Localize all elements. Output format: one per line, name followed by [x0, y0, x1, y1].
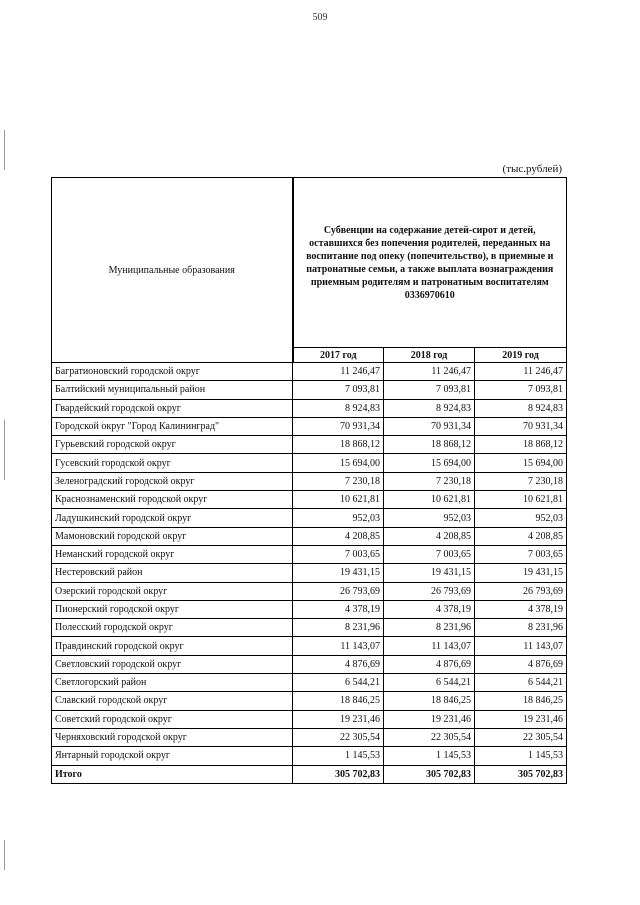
- table-row: [52, 655, 567, 673]
- value-2018-cell: 4 876,69: [384, 655, 475, 673]
- table-row: [52, 728, 567, 746]
- table-row: [52, 527, 567, 545]
- total-2018: 305 702,83: [384, 765, 475, 783]
- total-2017: 305 702,83: [293, 765, 384, 783]
- value-2018-cell: 7 230,18: [384, 472, 475, 490]
- municipality-name-cell: Гурьевский городской округ: [52, 436, 293, 454]
- value-2019-cell: 7 003,65: [475, 545, 567, 563]
- table-row: [52, 472, 567, 490]
- table-row: [52, 710, 567, 728]
- total-label: Итого: [52, 765, 293, 783]
- value-2019-cell: 7 093,81: [475, 381, 567, 399]
- value-2019-cell: 18 868,12: [475, 436, 567, 454]
- table-row: [52, 363, 567, 381]
- table-row: [52, 674, 567, 692]
- year-header-2017: 2017 год: [293, 348, 384, 363]
- value-2017-cell: 4 208,85: [293, 527, 384, 545]
- value-2017-cell: 19 231,46: [293, 710, 384, 728]
- municipality-name-cell: Светловский городской округ: [52, 655, 293, 673]
- value-2018-cell: 70 931,34: [384, 417, 475, 435]
- table-row: [52, 491, 567, 509]
- municipality-name-cell: Краснознаменский городской округ: [52, 491, 293, 509]
- value-2017-cell: 26 793,69: [293, 582, 384, 600]
- subvention-column-header: Субвенции на содержание детей-сирот и детей, оставшихся без попечения родителей, переданных на воспитание под опеку (попечительство), в приемные и патронатные семьи, а также выплата вознаграждения приемным родителям и патронатным воспитателям 0336970610: [293, 178, 567, 348]
- scan-edge-mark: [4, 840, 5, 870]
- municipality-name-cell: Полесский городской округ: [52, 619, 293, 637]
- table-row: [52, 399, 567, 417]
- table-row: [52, 692, 567, 710]
- table-row: [52, 582, 567, 600]
- value-2019-cell: 6 544,21: [475, 674, 567, 692]
- value-2018-cell: 6 544,21: [384, 674, 475, 692]
- subvention-table: [51, 177, 567, 784]
- value-2017-cell: 18 846,25: [293, 692, 384, 710]
- table-row: [52, 417, 567, 435]
- municipality-name-cell: Неманский городской округ: [52, 545, 293, 563]
- value-2018-cell: 10 621,81: [384, 491, 475, 509]
- value-2019-cell: 8 924,83: [475, 399, 567, 417]
- table-row: [52, 454, 567, 472]
- value-2017-cell: 11 246,47: [293, 363, 384, 381]
- table-row: [52, 600, 567, 618]
- value-2017-cell: 7 093,81: [293, 381, 384, 399]
- municipality-name-cell: Озерский городской округ: [52, 582, 293, 600]
- municipality-name-cell: Советский городской округ: [52, 710, 293, 728]
- value-2018-cell: 15 694,00: [384, 454, 475, 472]
- value-2017-cell: 19 431,15: [293, 564, 384, 582]
- value-2018-cell: 19 231,46: [384, 710, 475, 728]
- municipality-name-cell: Черняховский городской округ: [52, 728, 293, 746]
- municipality-column-header: Муниципальные образования: [52, 178, 293, 363]
- value-2019-cell: 11 143,07: [475, 637, 567, 655]
- municipality-name-cell: Светлогорский район: [52, 674, 293, 692]
- table-row: [52, 747, 567, 765]
- total-2019: 305 702,83: [475, 765, 567, 783]
- value-2018-cell: 26 793,69: [384, 582, 475, 600]
- value-2017-cell: 70 931,34: [293, 417, 384, 435]
- value-2017-cell: 4 876,69: [293, 655, 384, 673]
- value-2017-cell: 4 378,19: [293, 600, 384, 618]
- value-2019-cell: 26 793,69: [475, 582, 567, 600]
- value-2019-cell: 1 145,53: [475, 747, 567, 765]
- municipality-name-cell: Зеленоградский городской округ: [52, 472, 293, 490]
- value-2017-cell: 7 003,65: [293, 545, 384, 563]
- value-2019-cell: 15 694,00: [475, 454, 567, 472]
- value-2018-cell: 8 924,83: [384, 399, 475, 417]
- value-2017-cell: 22 305,54: [293, 728, 384, 746]
- municipality-name-cell: Гусевский городской округ: [52, 454, 293, 472]
- scan-edge-mark: [4, 420, 5, 480]
- value-2019-cell: 19 431,15: [475, 564, 567, 582]
- table-row: [52, 619, 567, 637]
- value-2018-cell: 18 868,12: [384, 436, 475, 454]
- value-2017-cell: 10 621,81: [293, 491, 384, 509]
- value-2017-cell: 6 544,21: [293, 674, 384, 692]
- value-2019-cell: 10 621,81: [475, 491, 567, 509]
- value-2018-cell: 11 246,47: [384, 363, 475, 381]
- table-row: [52, 509, 567, 527]
- municipality-name-cell: Гвардейский городской округ: [52, 399, 293, 417]
- value-2019-cell: 11 246,47: [475, 363, 567, 381]
- value-2017-cell: 1 145,53: [293, 747, 384, 765]
- value-2018-cell: 22 305,54: [384, 728, 475, 746]
- table-row: [52, 436, 567, 454]
- value-2019-cell: 4 208,85: [475, 527, 567, 545]
- value-2017-cell: 952,03: [293, 509, 384, 527]
- value-2017-cell: 11 143,07: [293, 637, 384, 655]
- value-2018-cell: 18 846,25: [384, 692, 475, 710]
- table-row: [52, 564, 567, 582]
- value-2019-cell: 18 846,25: [475, 692, 567, 710]
- municipality-name-cell: Балтийский муниципальный район: [52, 381, 293, 399]
- value-2019-cell: 4 876,69: [475, 655, 567, 673]
- municipality-name-cell: Нестеровский район: [52, 564, 293, 582]
- value-2017-cell: 8 231,96: [293, 619, 384, 637]
- page-number: 509: [312, 12, 328, 23]
- value-2019-cell: 7 230,18: [475, 472, 567, 490]
- table-row: [52, 637, 567, 655]
- total-row: [52, 765, 567, 783]
- year-header-2019: 2019 год: [475, 348, 567, 363]
- year-header-2018: 2018 год: [384, 348, 475, 363]
- value-2018-cell: 11 143,07: [384, 637, 475, 655]
- municipality-name-cell: Правдинский городской округ: [52, 637, 293, 655]
- value-2018-cell: 1 145,53: [384, 747, 475, 765]
- value-2017-cell: 18 868,12: [293, 436, 384, 454]
- value-2018-cell: 952,03: [384, 509, 475, 527]
- value-2017-cell: 8 924,83: [293, 399, 384, 417]
- table-row: [52, 545, 567, 563]
- value-2018-cell: 4 208,85: [384, 527, 475, 545]
- value-2017-cell: 7 230,18: [293, 472, 384, 490]
- value-2019-cell: 952,03: [475, 509, 567, 527]
- value-2018-cell: 7 093,81: [384, 381, 475, 399]
- value-2018-cell: 19 431,15: [384, 564, 475, 582]
- municipality-name-cell: Багратионовский городской округ: [52, 363, 293, 381]
- value-2018-cell: 8 231,96: [384, 619, 475, 637]
- value-2019-cell: 19 231,46: [475, 710, 567, 728]
- units-label: (тыс.рублей): [502, 163, 562, 175]
- table-body: [52, 363, 567, 766]
- value-2017-cell: 15 694,00: [293, 454, 384, 472]
- municipality-name-cell: Янтарный городской округ: [52, 747, 293, 765]
- value-2019-cell: 70 931,34: [475, 417, 567, 435]
- municipality-name-cell: Ладушкинский городской округ: [52, 509, 293, 527]
- municipality-name-cell: Городской округ "Город Калининград": [52, 417, 293, 435]
- value-2018-cell: 7 003,65: [384, 545, 475, 563]
- table-row: [52, 381, 567, 399]
- value-2019-cell: 4 378,19: [475, 600, 567, 618]
- value-2019-cell: 8 231,96: [475, 619, 567, 637]
- value-2018-cell: 4 378,19: [384, 600, 475, 618]
- municipality-name-cell: Славский городской округ: [52, 692, 293, 710]
- municipality-name-cell: Пионерский городской округ: [52, 600, 293, 618]
- municipality-name-cell: Мамоновский городской округ: [52, 527, 293, 545]
- value-2019-cell: 22 305,54: [475, 728, 567, 746]
